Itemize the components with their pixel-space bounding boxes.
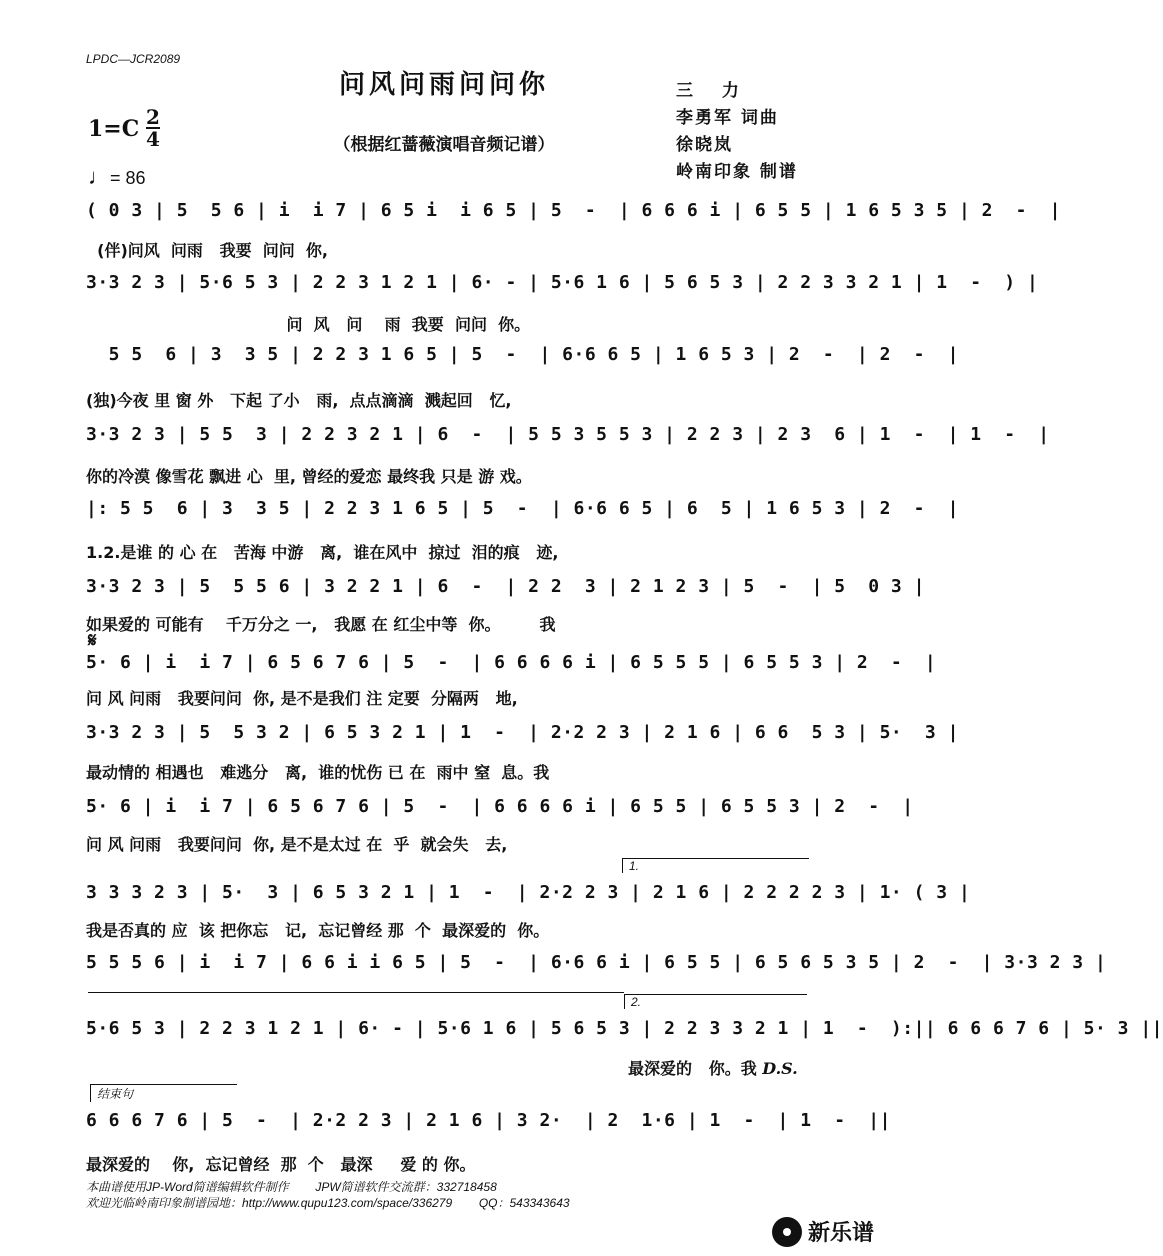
site-logo — [772, 1216, 874, 1247]
notation-line-7: 5· 6 | i i 7 | 6 5 6 7 6 | 5 - | 6 6 6 6 i | 6 5 5 5 | 6 5 5 3 | 2 - | — [86, 652, 937, 673]
lyric-line-12 — [628, 1056, 828, 1080]
lyric-line-9: 问 风 问雨 我要问问 你, 是不是太过 在 乎 就会失 去, — [86, 835, 508, 854]
time-signature — [146, 105, 160, 151]
notation-line-5: |: 5 5 6 | 3 3 5 | 2 2 3 1 6 5 | 5 - | 6·6 6 5 | 6 5 | 1 6 5 3 | 2 - | — [86, 498, 959, 519]
notation-line-11: 5 5 5 6 | i i 7 | 6 6 i i 6 5 | 5 - | 6·6 6 i | 6 5 5 | 6 5 6 5 3 5 | 2 - | 3·3 2 3 | — [86, 952, 1107, 973]
credit-line: 三 力 — [676, 81, 741, 101]
lyric-line-10: 我是否真的 应 该 把你忘 记, 忘记曾经 那 个 最深爱的 你。 — [86, 921, 550, 940]
credit-line: 岭南印象 制谱 — [676, 162, 798, 182]
song-title: 问风问雨问问你 — [338, 70, 549, 100]
notation-line-10: 3 3 3 2 3 | 5· 3 | 6 5 3 2 1 | 1 - | 2·2 2 3 | 2 1 6 | 2 2 2 2 3 | 1· ( 3 | — [86, 882, 971, 903]
segno-icon: 𝄋 — [88, 628, 97, 652]
repeat-bracket — [88, 992, 624, 1007]
credit-line: 徐晓岚 — [676, 135, 733, 155]
footer-line-2: 欢迎光临岭南印象制谱园地：http://www.qupu123.com/space/336279 QQ：543343643 — [86, 1196, 570, 1210]
lyric-line-13: 最深爱的 你, 忘记曾经 那 个 最深 爱 的 你。 — [86, 1155, 476, 1174]
notation-line-3: 5 5 6 | 3 3 5 | 2 2 3 1 6 5 | 5 - | 6·6 6 5 | 1 6 5 3 | 2 - | 2 - | — [86, 344, 959, 365]
tempo-value: = 86 — [110, 168, 146, 188]
notation-line-8: 3·3 2 3 | 5 5 3 2 | 6 5 3 2 1 | 1 - | 2·2 2 3 | 2 1 6 | 6 6 5 3 | 5· 3 | — [86, 722, 959, 743]
song-subtitle: （根据红蔷薇演唱音频记谱） — [333, 135, 555, 155]
tempo-marking — [88, 164, 146, 190]
notation-line-9: 5· 6 | i i 7 | 6 5 6 7 6 | 5 - | 6 6 6 6 i | 6 5 5 | 6 5 5 3 | 2 - | — [86, 796, 914, 817]
credit-line: 李勇军 词曲 — [676, 108, 779, 128]
lyric-line-4: 你的冷漠 像雪花 飘进 心 里, 曾经的爱恋 最终我 只是 游 戏。 — [86, 467, 532, 486]
key-signature: 1=C — [88, 116, 140, 142]
time-bottom: 4 — [146, 127, 160, 151]
notation-line-1: ( 0 3 | 5 5 6 | i i 7 | 6 5 i i 6 5 | 5 - | 6 6 6 i | 6 5 5 | 1 6 5 3 5 | 2 - | — [86, 200, 1061, 221]
logo-text: 新乐谱 — [807, 1221, 874, 1246]
lyric-line-1: (伴)问风 问雨 我要 问问 你, — [86, 241, 328, 260]
notation-line-12: 5·6 5 3 | 2 2 3 1 2 1 | 6· - | 5·6 1 6 | 5 6 5 3 | 2 2 3 3 2 1 | 1 - ):|| 6 6 6 7 6 | 5· 3 || — [86, 1018, 1163, 1039]
lyric-line-5: 1.2.是谁 的 心 在 苦海 中游 离, 谁在风中 掠过 泪的痕 迹, — [86, 543, 559, 562]
credits — [676, 78, 798, 186]
dal-segno-mark: D.S. — [762, 1059, 798, 1078]
volta-first-ending: 1. — [622, 858, 809, 873]
score-code: LPDC—JCR2089 — [86, 52, 181, 66]
disc-icon — [772, 1217, 802, 1247]
lyric-line-3: (独)今夜 里 窗 外 下起 了小 雨, 点点滴滴 溅起回 忆, — [86, 391, 512, 410]
lyric-line-2: 问 风 问 雨 我要 问问 你。 — [86, 315, 531, 334]
lyric-line-8: 最动情的 相遇也 难逃分 离, 谁的忧伤 已 在 雨中 窒 息。我 — [86, 763, 550, 782]
footer-line-1: 本曲谱使用JP-Word简谱编辑软件制作 JPW简谱软件交流群：332718458 — [86, 1180, 497, 1194]
time-top: 2 — [146, 105, 160, 129]
notation-line-13: 6 6 6 7 6 | 5 - | 2·2 2 3 | 2 1 6 | 3 2· | 2 1·6 | 1 - | 1 - || — [86, 1110, 891, 1131]
lyric-text: 最深爱的 你。我 — [628, 1059, 757, 1078]
notation-line-4: 3·3 2 3 | 5 5 3 | 2 2 3 2 1 | 6 - | 5 5 3 5 5 3 | 2 2 3 | 2 3 6 | 1 - | 1 - | — [86, 424, 1050, 445]
ending-label: 结束句 — [90, 1084, 237, 1102]
quarter-note-icon: ♩ — [88, 164, 110, 189]
notation-line-2: 3·3 2 3 | 5·6 5 3 | 2 2 3 1 2 1 | 6· - | 5·6 1 6 | 5 6 5 3 | 2 2 3 3 2 1 | 1 - ) | — [86, 272, 1039, 293]
lyric-line-6: 如果爱的 可能有 千万分之 一, 我愿 在 红尘中等 你。 我 — [86, 615, 556, 634]
lyric-line-7: 问 风 问雨 我要问问 你, 是不是我们 注 定要 分隔两 地, — [86, 689, 518, 708]
notation-line-6: 3·3 2 3 | 5 5 5 6 | 3 2 2 1 | 6 - | 2 2 3 | 2 1 2 3 | 5 - | 5 0 3 | — [86, 576, 925, 597]
volta-second-ending: 2. — [624, 994, 807, 1009]
